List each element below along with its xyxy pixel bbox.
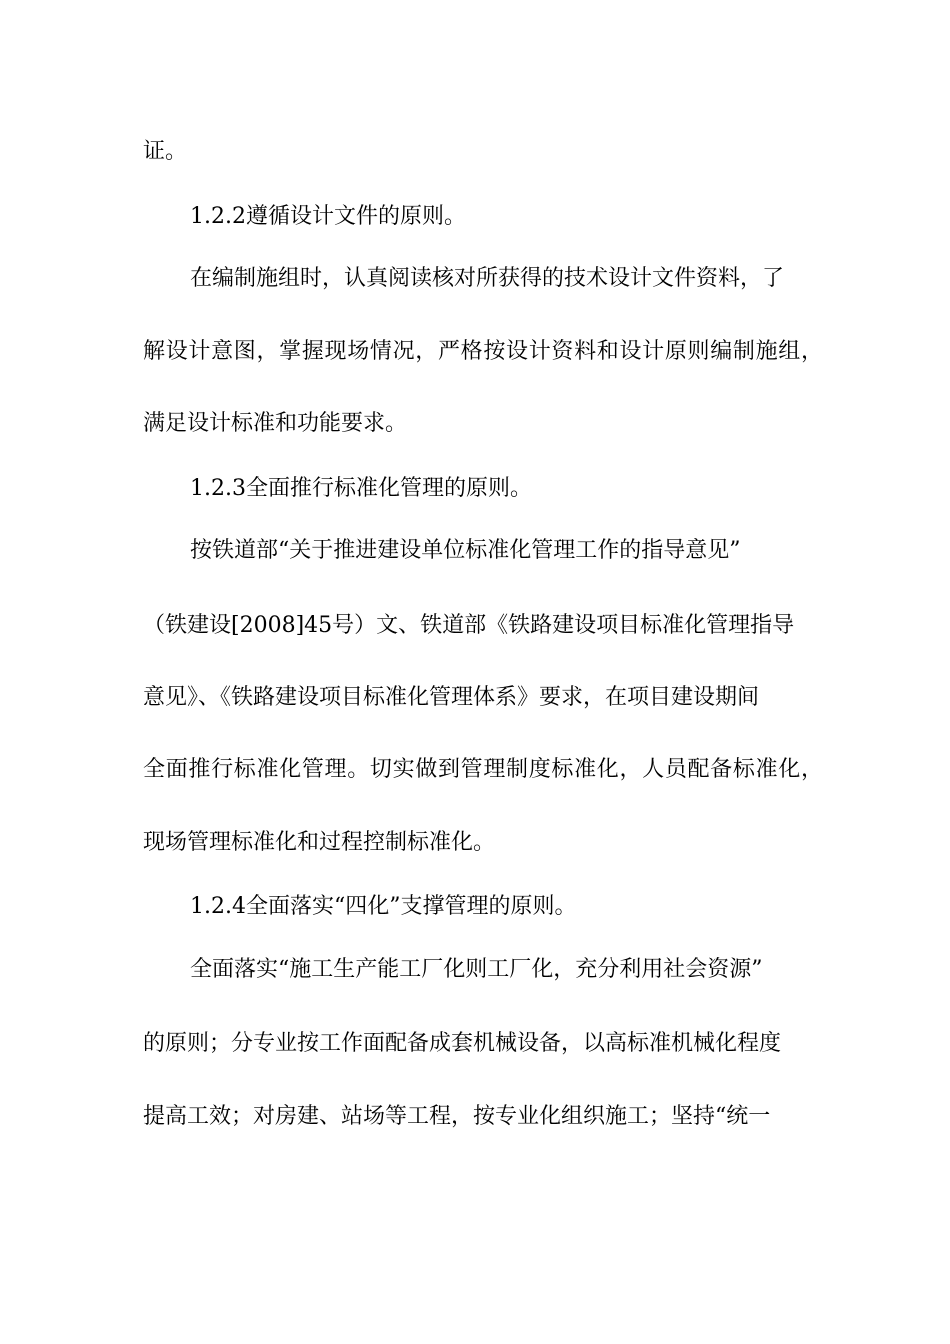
paragraph-line: 提高工效；对房建、站场等工程，按专业化组织施工；坚持“统一 xyxy=(143,1104,771,1129)
section-heading-1-2-4: 1.2.4全面落实“四化”支撑管理的原则。 xyxy=(190,894,577,919)
paragraph-line: 全面推行标准化管理。切实做到管理制度标准化，人员配备标准化， xyxy=(143,757,823,782)
section-heading-1-2-2: 1.2.2遵循设计文件的原则。 xyxy=(190,204,466,229)
paragraph-line: 按铁道部“关于推进建设单位标准化管理工作的指导意见” xyxy=(190,538,741,563)
paragraph-line: 证。 xyxy=(143,139,188,164)
paragraph-line: 意见》、《铁路建设项目标准化管理体系》要求，在项目建设期间 xyxy=(143,685,760,710)
paragraph-line: 满足设计标准和功能要求。 xyxy=(143,411,408,436)
paragraph-line: 现场管理标准化和过程控制标准化。 xyxy=(143,830,496,855)
paragraph-line: 解设计意图，掌握现场情况，严格按设计资料和设计原则编制施组， xyxy=(143,339,823,364)
paragraph-line: （铁建设[2008]45号）文、铁道部《铁路建设项目标准化管理指导 xyxy=(143,613,795,638)
paragraph-line: 在编制施组时，认真阅读核对所获得的技术设计文件资料，了 xyxy=(190,266,785,291)
section-heading-1-2-3: 1.2.3全面推行标准化管理的原则。 xyxy=(190,476,532,501)
paragraph-line: 全面落实“施工生产能工厂化则工厂化，充分利用社会资源” xyxy=(190,957,763,982)
paragraph-line: 的原则；分专业按工作面配备成套机械设备，以高标准机械化程度 xyxy=(143,1031,782,1056)
